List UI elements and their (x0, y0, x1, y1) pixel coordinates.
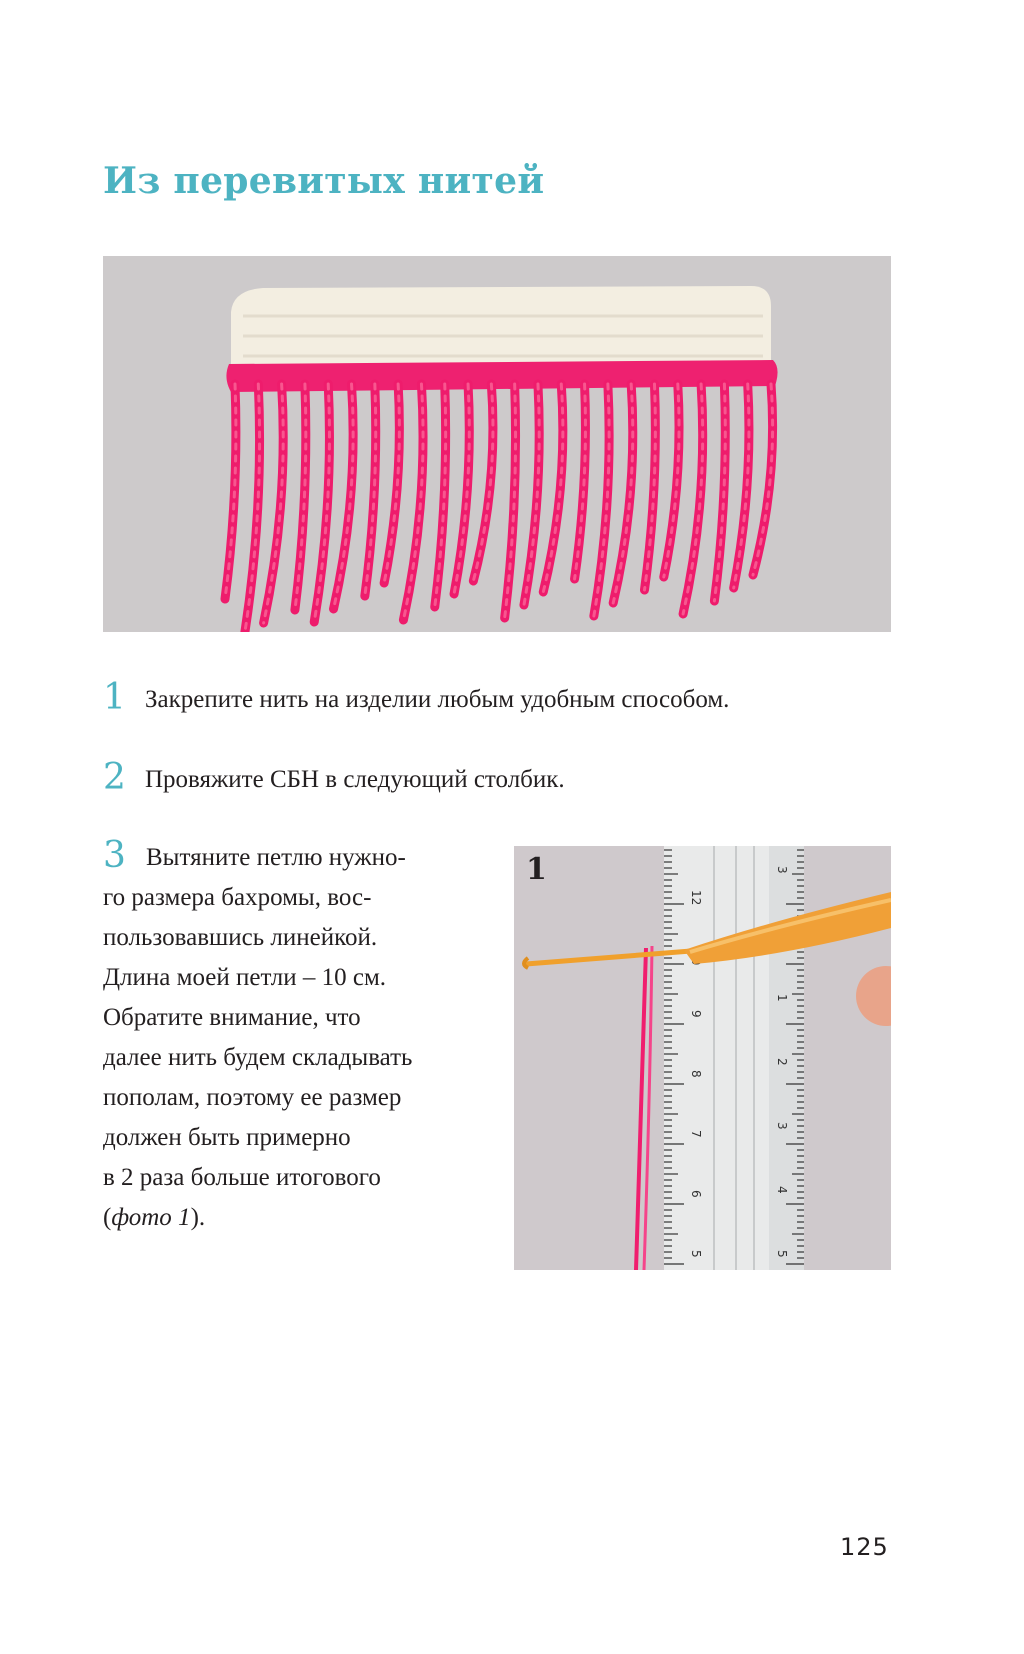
step-number: 2 (103, 757, 126, 798)
ruler-inch-label: 5 (775, 1250, 789, 1258)
ruler-cm-label: 6 (689, 1190, 703, 1198)
step-number: 3 (103, 835, 126, 876)
ruler-cm-label: 8 (689, 1070, 703, 1078)
section-title: Из перевитых нитей (103, 160, 545, 202)
ref-photo-label: фото 1 (111, 1204, 191, 1231)
ruler-cm-label: 9 (689, 1010, 703, 1018)
ruler-illustration (514, 846, 891, 1270)
ruler-inch-label: 3 (775, 1122, 789, 1130)
ref-paren: ( (103, 1204, 112, 1231)
step-text-line: пользовавшись линейкой. (103, 924, 378, 951)
ruler-inch-label: 4 (775, 1186, 789, 1194)
step-text-line: Длина моей петли – 10 см. (103, 964, 387, 991)
step-3 (103, 835, 483, 1238)
step-text-line: Обратите внимание, что (103, 1004, 361, 1031)
step-3-line-1 (103, 835, 483, 878)
fringe-photo (103, 256, 891, 632)
photo-label: 1 (526, 852, 547, 887)
step-2 (103, 758, 565, 800)
step-text-line: го размера бахромы, вос- (103, 884, 372, 911)
step-number: 1 (103, 677, 126, 718)
ruler-cm-label: 7 (689, 1130, 703, 1138)
step-text: Закрепите нить на изделии любым удобным способом. (145, 686, 730, 713)
ruler-cm-label: 5 (689, 1250, 703, 1258)
step-text: Провяжите СБН в следующий столбик. (145, 766, 565, 793)
step-text-line: в 2 раза больше итогового (103, 1164, 381, 1191)
fringe-illustration (103, 256, 891, 632)
ruler-photo (514, 846, 891, 1270)
step-1 (103, 678, 729, 720)
step-text-line: должен быть примерно (103, 1124, 351, 1151)
ruler-cm-label: 12 (689, 890, 703, 906)
step-text-line: далее нить будем складывать (103, 1044, 413, 1071)
step-text: Вытяните петлю нужно- (146, 844, 406, 871)
ref-paren: ). (190, 1204, 206, 1231)
photo-reference (103, 1198, 483, 1238)
ruler-inch-label: 3 (775, 866, 789, 874)
step-text-line: пополам, поэтому ее размер (103, 1084, 402, 1111)
ruler-inch-label: 2 (775, 1058, 789, 1066)
ruler-inch-label: 1 (775, 994, 789, 1002)
page-number: 125 (840, 1533, 889, 1561)
